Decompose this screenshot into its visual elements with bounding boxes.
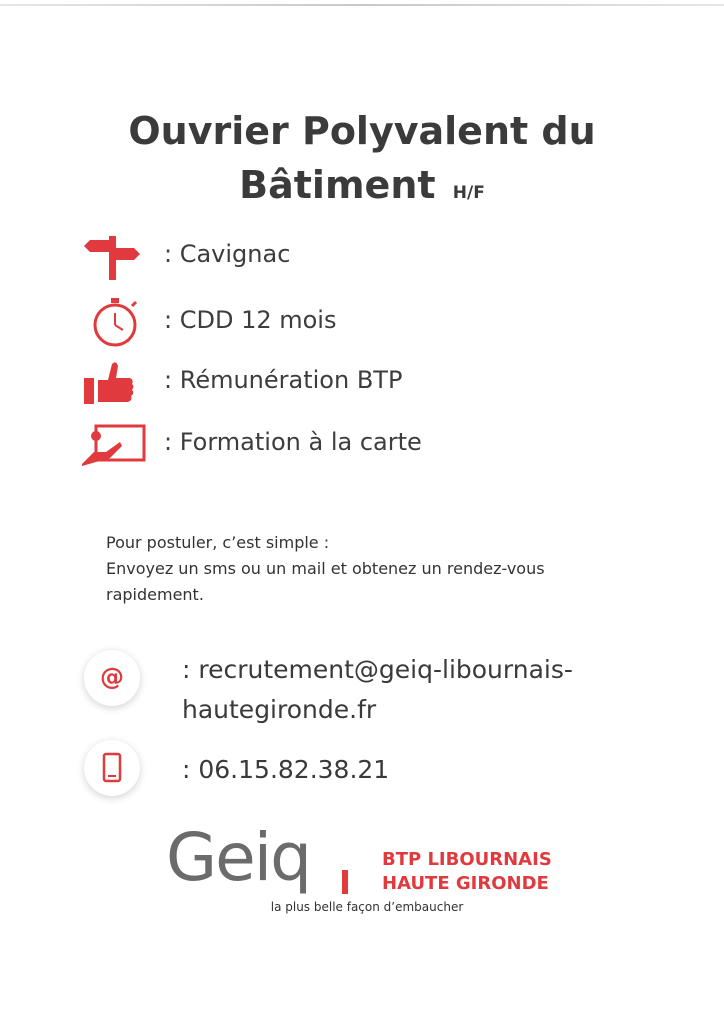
- apply-instructions: [106, 530, 626, 608]
- feature-contract-text: : CDD 12 mois: [164, 306, 337, 334]
- feature-salary-text: : Rémunération BTP: [164, 366, 403, 394]
- logo-subtitle: [382, 848, 552, 896]
- logo-sub-line1: BTP LIBOURNAIS: [382, 849, 552, 870]
- gender-suffix: H/F: [452, 183, 485, 203]
- training-board-icon: [80, 420, 150, 472]
- feature-location: [80, 232, 640, 284]
- apply-line3: rapidement.: [106, 585, 204, 604]
- apply-line1: Pour postuler, c’est simple :: [106, 533, 330, 552]
- scan-edge-line: [0, 4, 724, 6]
- logo-tagline: la plus belle façon d’embaucher: [270, 900, 464, 914]
- contact-email: [84, 650, 664, 740]
- email-line1: : recrutement@geiq-libournais-: [182, 655, 573, 684]
- feature-salary: [80, 358, 640, 410]
- phone-icon: [84, 740, 140, 796]
- job-title-line2: Bâtiment: [239, 163, 436, 207]
- feature-training: [80, 420, 640, 472]
- thumbs-up-icon: [80, 358, 150, 410]
- contact-phone: [84, 740, 664, 800]
- apply-line2: Envoyez un sms ou un mail et obtenez un rendez-vous: [106, 559, 545, 578]
- feature-contract: [80, 298, 640, 350]
- phone-number[interactable]: : 06.15.82.38.21: [182, 755, 390, 784]
- logo-accent-mark: [338, 870, 352, 896]
- email-address[interactable]: [182, 650, 652, 730]
- logo-wordmark: Geiq: [166, 819, 310, 896]
- feature-location-text: : Cavignac: [164, 240, 291, 268]
- feature-training-text: : Formation à la carte: [164, 428, 422, 456]
- signpost-icon: [80, 232, 150, 284]
- job-title-line1: Ouvrier Polyvalent du: [128, 109, 596, 153]
- job-title: [0, 104, 724, 220]
- email-line2: hautegironde.fr: [182, 695, 377, 724]
- logo-sub-line2: HAUTE GIRONDE: [382, 873, 549, 894]
- stopwatch-icon: [80, 298, 150, 350]
- svg-text:@: @: [100, 663, 124, 691]
- at-icon: [84, 650, 140, 706]
